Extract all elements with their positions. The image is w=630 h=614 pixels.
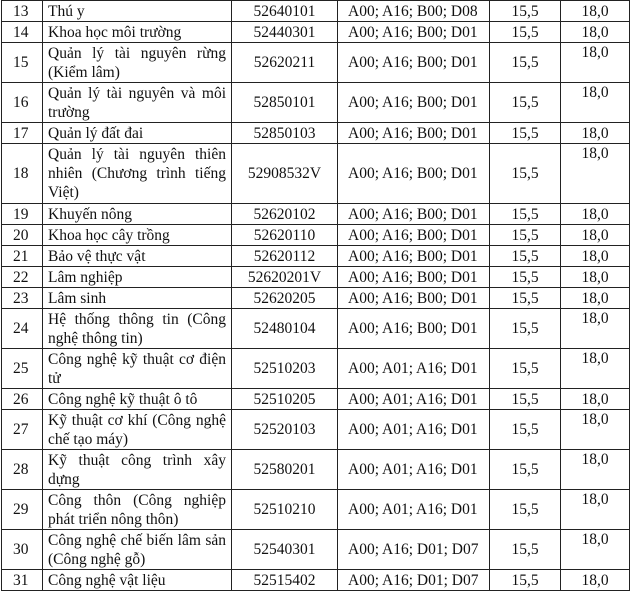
major-code: 52620112 <box>232 246 338 267</box>
row-number: 31 <box>2 570 43 591</box>
table-row <box>2 267 630 288</box>
table-row <box>2 530 630 570</box>
score-2: 18,0 <box>561 267 630 288</box>
major-name: Khoa học cây trồng <box>43 225 232 246</box>
score-2: 18,0 <box>561 450 630 490</box>
table-row <box>2 389 630 410</box>
admission-table <box>1 0 630 591</box>
score-1: 15,5 <box>490 144 561 204</box>
row-number: 15 <box>2 43 43 83</box>
major-code: 52850101 <box>232 83 338 123</box>
row-number: 14 <box>2 22 43 43</box>
score-1: 15,5 <box>490 288 561 309</box>
score-1: 15,5 <box>490 83 561 123</box>
major-code: 52510210 <box>232 490 338 530</box>
score-2: 18,0 <box>561 22 630 43</box>
score-2: 18,0 <box>561 530 630 570</box>
major-code: 52510203 <box>232 349 338 389</box>
major-name: Khoa học môi trường <box>43 22 232 43</box>
major-name: Quản lý đất đai <box>43 123 232 144</box>
score-2: 18,0 <box>561 1 630 22</box>
major-code: 52850103 <box>232 123 338 144</box>
row-number: 24 <box>2 309 43 349</box>
major-name: Hệ thống thông tin (Công nghệ thông tin) <box>43 309 232 349</box>
score-2: 18,0 <box>561 204 630 225</box>
score-2: 18,0 <box>561 288 630 309</box>
score-2: 18,0 <box>561 309 630 349</box>
major-name: Kỹ thuật cơ khí (Công nghệ chế tạo máy) <box>43 410 232 450</box>
score-1: 15,5 <box>490 204 561 225</box>
table-row <box>2 204 630 225</box>
major-name: Công thôn (Công nghiệp phát triển nông thôn) <box>43 490 232 530</box>
major-name: Thú y <box>43 1 232 22</box>
row-number: 27 <box>2 410 43 450</box>
score-1: 15,5 <box>490 22 561 43</box>
major-code: 52620201V <box>232 267 338 288</box>
score-2: 18,0 <box>561 246 630 267</box>
row-number: 20 <box>2 225 43 246</box>
table-row <box>2 43 630 83</box>
subject-combination: A00; A16; B00; D01 <box>338 309 490 349</box>
major-code: 52620110 <box>232 225 338 246</box>
major-name: Lâm sinh <box>43 288 232 309</box>
major-name: Công nghệ vật liệu <box>43 570 232 591</box>
score-2: 18,0 <box>561 83 630 123</box>
score-1: 15,5 <box>490 570 561 591</box>
table-row <box>2 144 630 204</box>
row-number: 19 <box>2 204 43 225</box>
subject-combination: A00; A16; B00; D01 <box>338 144 490 204</box>
major-code: 52620211 <box>232 43 338 83</box>
subject-combination: A00; A16; B00; D01 <box>338 246 490 267</box>
row-number: 26 <box>2 389 43 410</box>
row-number: 28 <box>2 450 43 490</box>
score-2: 18,0 <box>561 349 630 389</box>
score-1: 15,5 <box>490 246 561 267</box>
major-name: Công nghệ kỹ thuật ô tô <box>43 389 232 410</box>
score-2: 18,0 <box>561 570 630 591</box>
major-code: 52520103 <box>232 410 338 450</box>
table-row <box>2 349 630 389</box>
score-2: 18,0 <box>561 144 630 204</box>
row-number: 29 <box>2 490 43 530</box>
score-1: 15,5 <box>490 530 561 570</box>
subject-combination: A00; A16; B00; D01 <box>338 288 490 309</box>
score-1: 15,5 <box>490 267 561 288</box>
score-1: 15,5 <box>490 389 561 410</box>
subject-combination: A00; A16; B00; D08 <box>338 1 490 22</box>
subject-combination: A00; A16; B00; D01 <box>338 83 490 123</box>
table-row <box>2 1 630 22</box>
score-2: 18,0 <box>561 490 630 530</box>
row-number: 22 <box>2 267 43 288</box>
major-code: 52515402 <box>232 570 338 591</box>
table-row <box>2 22 630 43</box>
score-1: 15,5 <box>490 43 561 83</box>
subject-combination: A00; A16; D01; D07 <box>338 570 490 591</box>
major-code: 52510205 <box>232 389 338 410</box>
score-1: 15,5 <box>490 225 561 246</box>
score-1: 15,5 <box>490 410 561 450</box>
subject-combination: A00; A16; B00; D01 <box>338 123 490 144</box>
major-name: Kỹ thuật công trình xây dựng <box>43 450 232 490</box>
score-1: 15,5 <box>490 349 561 389</box>
score-2: 18,0 <box>561 410 630 450</box>
subject-combination: A00; A16; B00; D01 <box>338 204 490 225</box>
subject-combination: A00; A16; B00; D01 <box>338 22 490 43</box>
major-name: Lâm nghiệp <box>43 267 232 288</box>
subject-combination: A00; A16; B00; D01 <box>338 225 490 246</box>
table-row <box>2 225 630 246</box>
subject-combination: A00; A01; A16; D01 <box>338 410 490 450</box>
score-2: 18,0 <box>561 123 630 144</box>
major-name: Quản lý tài nguyên và môi trường <box>43 83 232 123</box>
major-code: 52620205 <box>232 288 338 309</box>
major-code: 52480104 <box>232 309 338 349</box>
row-number: 18 <box>2 144 43 204</box>
score-2: 18,0 <box>561 225 630 246</box>
table-row <box>2 570 630 591</box>
subject-combination: A00; A01; A16; D01 <box>338 389 490 410</box>
table-row <box>2 450 630 490</box>
major-code: 52908532V <box>232 144 338 204</box>
major-code: 52640101 <box>232 1 338 22</box>
row-number: 16 <box>2 83 43 123</box>
row-number: 17 <box>2 123 43 144</box>
table-row <box>2 309 630 349</box>
subject-combination: A00; A16; B00; D01 <box>338 267 490 288</box>
major-name: Công nghệ kỹ thuật cơ điện tử <box>43 349 232 389</box>
subject-combination: A00; A16; B00; D01 <box>338 43 490 83</box>
table-row <box>2 490 630 530</box>
major-name: Quản lý tài nguyên rừng (Kiểm lâm) <box>43 43 232 83</box>
score-2: 18,0 <box>561 43 630 83</box>
score-2: 18,0 <box>561 389 630 410</box>
major-code: 52620102 <box>232 204 338 225</box>
subject-combination: A00; A01; A16; D01 <box>338 450 490 490</box>
table-row <box>2 410 630 450</box>
row-number: 13 <box>2 1 43 22</box>
major-name: Công nghệ chế biến lâm sản (Công nghệ gỗ) <box>43 530 232 570</box>
row-number: 21 <box>2 246 43 267</box>
score-1: 15,5 <box>490 1 561 22</box>
score-1: 15,5 <box>490 123 561 144</box>
table-body <box>2 1 630 591</box>
major-code: 52440301 <box>232 22 338 43</box>
row-number: 23 <box>2 288 43 309</box>
score-1: 15,5 <box>490 450 561 490</box>
row-number: 25 <box>2 349 43 389</box>
score-1: 15,5 <box>490 490 561 530</box>
table-row <box>2 83 630 123</box>
major-name: Quản lý tài nguyên thiên nhiên (Chương trình tiếng Việt) <box>43 144 232 204</box>
major-code: 52580201 <box>232 450 338 490</box>
subject-combination: A00; A01; A16; D01 <box>338 349 490 389</box>
subject-combination: A00; A16; D01; D07 <box>338 530 490 570</box>
major-code: 52540301 <box>232 530 338 570</box>
row-number: 30 <box>2 530 43 570</box>
score-1: 15,5 <box>490 309 561 349</box>
table-row <box>2 123 630 144</box>
subject-combination: A00; A01; A16; D01 <box>338 490 490 530</box>
table-row <box>2 246 630 267</box>
major-name: Bảo vệ thực vật <box>43 246 232 267</box>
major-name: Khuyến nông <box>43 204 232 225</box>
table-row <box>2 288 630 309</box>
